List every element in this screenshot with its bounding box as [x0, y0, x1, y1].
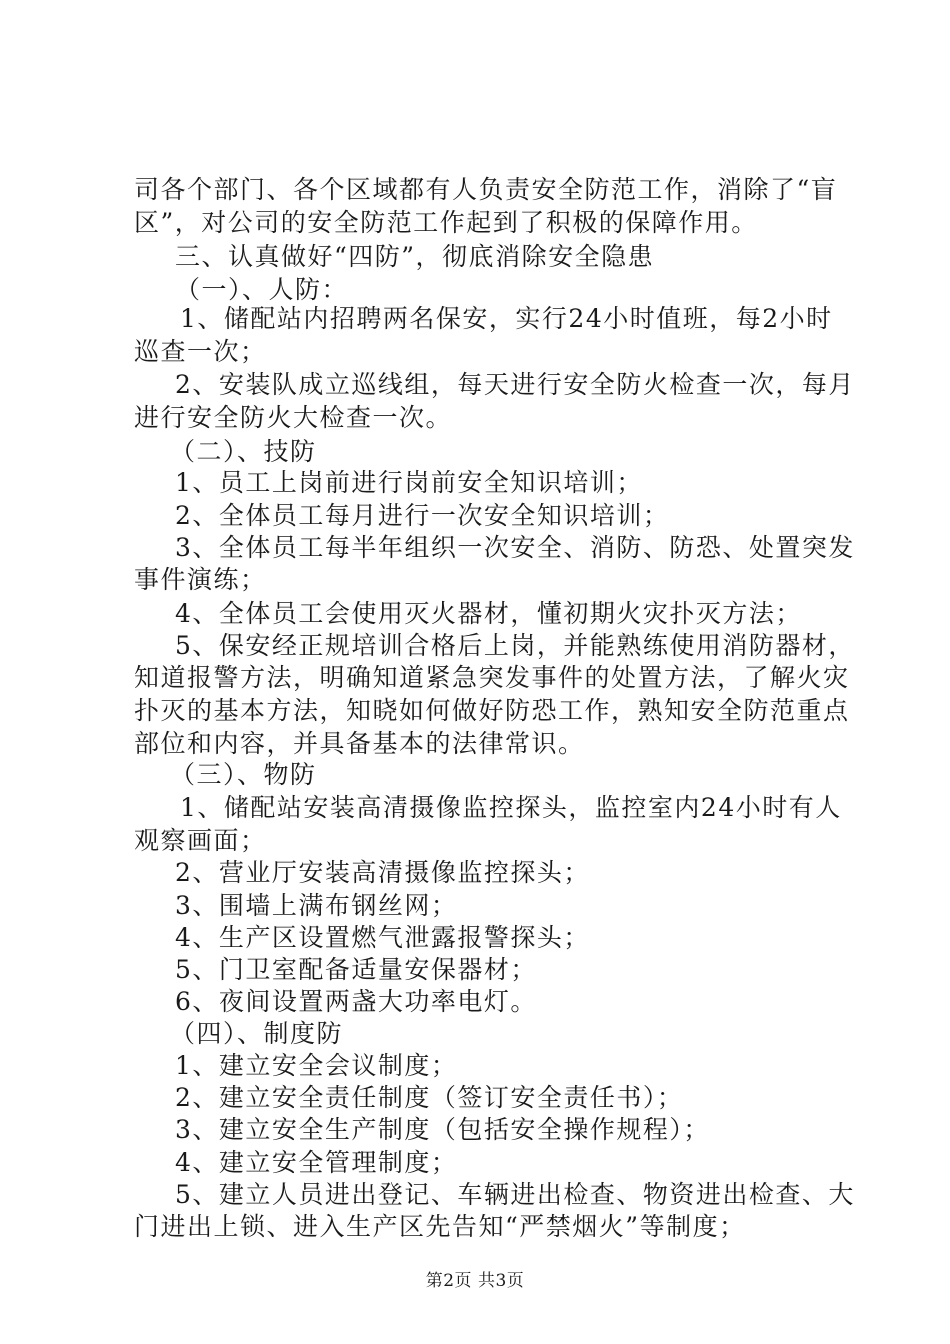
page-number-footer: 第2页 共3页	[425, 1271, 525, 1291]
list-item: 5、保安经正规培训合格后上岗，并能熟练使用消防器材，	[175, 631, 855, 660]
list-item: 5、建立人员进出登记、车辆进出检查、物资进出检查、大	[175, 1180, 855, 1209]
list-item: 4、生产区设置燃气泄露报警探头；	[175, 923, 590, 952]
list-item: 3、全体员工每半年组织一次安全、消防、防恐、处置突发	[175, 533, 855, 562]
text-line: 事件演练；	[134, 565, 267, 594]
list-item: 1、建立安全会议制度；	[175, 1051, 458, 1080]
list-item: 1、储配站内招聘两名保安，实行24小时值班，每2小时	[180, 304, 833, 333]
subsection-heading: （一）、人防：	[175, 275, 349, 304]
subsection-heading: （三）、物防	[170, 760, 317, 789]
text-line: 巡查一次；	[134, 337, 267, 366]
list-item: 1、员工上岗前进行岗前安全知识培训；	[175, 468, 643, 497]
list-item: 2、全体员工每月进行一次安全知识培训；	[175, 501, 670, 530]
text-line: 扑灭的基本方法，知晓如何做好防恐工作，熟知安全防范重点	[134, 696, 850, 725]
list-item: 2、安装队成立巡线组，每天进行安全防火检查一次，每月	[175, 370, 855, 399]
section-heading: 三、认真做好“四防”，彻底消除安全隐患	[175, 242, 655, 271]
list-item: 2、营业厅安装高清摄像监控探头；	[175, 858, 590, 887]
list-item: 3、建立安全生产制度（包括安全操作规程）；	[175, 1115, 710, 1144]
text-line: 司各个部门、各个区域都有人负责安全防范工作，消除了“盲	[134, 175, 838, 204]
text-line: 观察画面；	[134, 826, 267, 855]
list-item: 1、储配站安装高清摄像监控探头，监控室内24小时有人	[180, 793, 842, 822]
text-line: 区”，对公司的安全防范工作起到了积极的保障作用。	[134, 208, 758, 237]
subsection-heading: （四）、制度防	[170, 1019, 344, 1048]
list-item: 2、建立安全责任制度（签订安全责任书）；	[175, 1083, 684, 1112]
subsection-heading: （二）、技防	[170, 437, 317, 466]
list-item: 5、门卫室配备适量安保器材；	[175, 955, 537, 984]
list-item: 4、全体员工会使用灭火器材，懂初期火灾扑灭方法；	[175, 599, 802, 628]
text-line: 门进出上锁、进入生产区先告知“严禁烟火”等制度；	[134, 1212, 746, 1241]
text-line: 进行安全防火大检查一次。	[134, 403, 453, 432]
list-item: 6、夜间设置两盏大功率电灯。	[175, 987, 537, 1016]
text-line: 部位和内容，并具备基本的法律常识。	[134, 729, 585, 758]
list-item: 4、建立安全管理制度；	[175, 1148, 458, 1177]
list-item: 3、围墙上满布钢丝网；	[175, 891, 458, 920]
text-line: 知道报警方法，明确知道紧急突发事件的处置方法，了解火灾	[134, 663, 850, 692]
